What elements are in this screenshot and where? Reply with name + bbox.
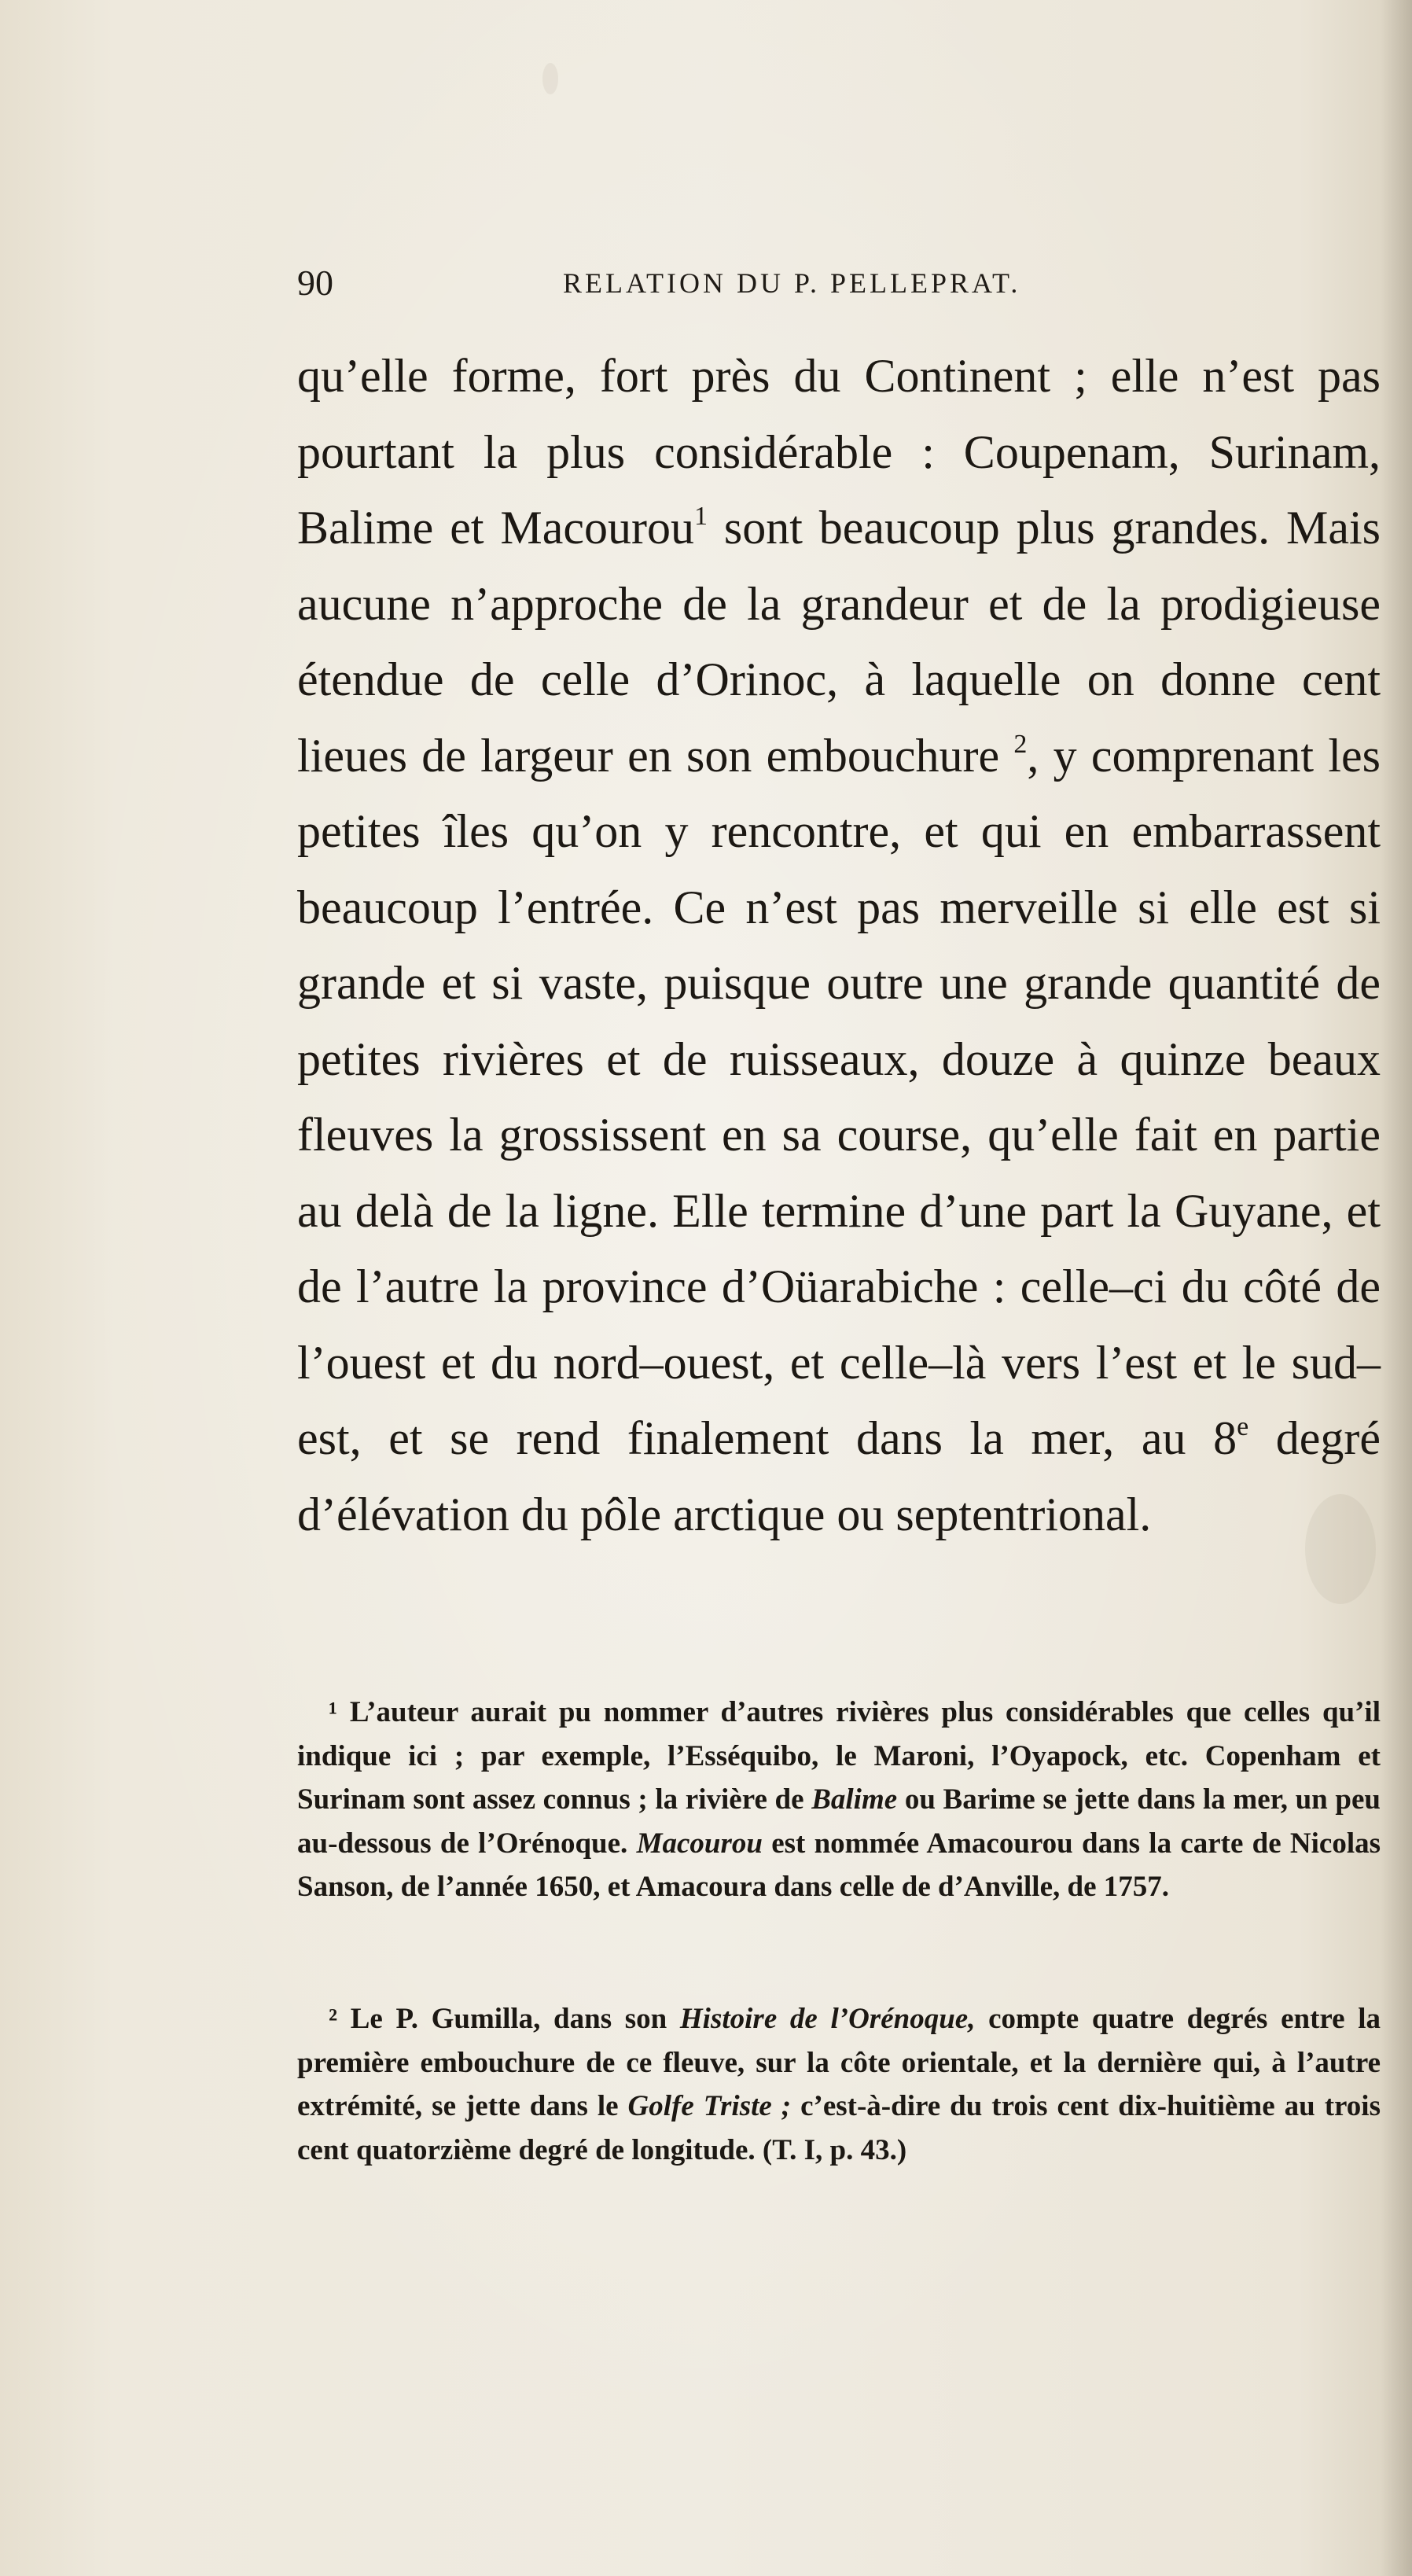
footnote-text: Le P. Gumilla, dans son (337, 2003, 680, 2035)
footnote-text: ou Barime se jette dans la mer, un peu au-dessous de l’Orénoque. (297, 1783, 1381, 1860)
body-text-part: qu’elle forme, fort près du Continent ; elle n’est pas pourtant la plus considérable : Coupenam, Surinam, Balime et Macourou (297, 350, 1381, 554)
footnote-reference[interactable]: 1 (693, 502, 708, 531)
page-number: 90 (297, 263, 333, 303)
footnote-italic: Macourou (636, 1827, 763, 1860)
footnote-italic: Golfe Triste ; (627, 2090, 792, 2122)
footnote-italic: Histoire de l’Orénoque, (679, 2003, 976, 2035)
main-paragraph (297, 338, 1381, 1552)
paper-stain (542, 63, 558, 94)
footnote-text: compte quatre degrés entre la première embouchure de ce fleuve, sur la côte orientale, et la dernière qui, à l’autre extrémité, se jette dans le (297, 2003, 1381, 2122)
footnote-text: c’est-à-dire du trois cent dix-huitième au trois cent quatorzième degré de longitude. (T. I, p. 43.) (297, 2090, 1381, 2166)
footnote-number: ¹ (329, 1696, 338, 1728)
degree-superscript: e (1237, 1412, 1249, 1441)
footnote-text: L’auteur aurait pu nommer d’autres rivières plus considérables que celles qu’il indique ici ; par exemple, l’Esséquibo, le Maroni, l’Oyapock, etc. Copenham et Surinam sont assez connus ; la rivière de (297, 1696, 1381, 1816)
running-title: RELATION DU P. PELLEPRAT. (563, 267, 1021, 299)
footnote-number: ² (329, 2003, 338, 2035)
footnote-reference[interactable]: 2 (1013, 729, 1028, 759)
page-header (297, 259, 1091, 307)
footnote-2 (297, 1997, 1381, 2172)
body-text-part: , y comprenant les petites îles qu’on y rencontre, et qui en embarrassent beaucoup l’entrée. Ce n’est pas merveille si elle est si grande et si vaste, puisque outre une grande quantité de petites rivières et de ruisseaux, douze à quinze beaux fleuves la grossissent en sa course, qu’elle fait en partie au delà de la ligne. Elle termine d’une part la Guyane, et de l’autre la province d’Oüarabiche : celle–ci du côté de l’ouest et du nord–ouest, et celle–là vers l’est et le sud–est, et se rend finalement dans la mer, au 8 (297, 729, 1381, 1464)
body-text-part: sont beaucoup plus grandes. Mais aucune n’approche de la grandeur et de la prodigieuse étendue de celle d’Orinoc, à laquelle on donne cent lieues de largeur en son embouchure (297, 502, 1381, 782)
page-edge-shadow (1381, 0, 1412, 2576)
footnote-text: est nommée Amacourou dans la carte de Nicolas Sanson, de l’année 1650, et Amacoura dans celle de d’Anville, de 1757. (297, 1827, 1381, 1903)
footnote-italic: Balime (811, 1783, 898, 1816)
body-text-part: degré d’élévation du pôle arctique ou septentrional. (297, 1412, 1381, 1540)
footnote-1 (297, 1691, 1381, 1909)
